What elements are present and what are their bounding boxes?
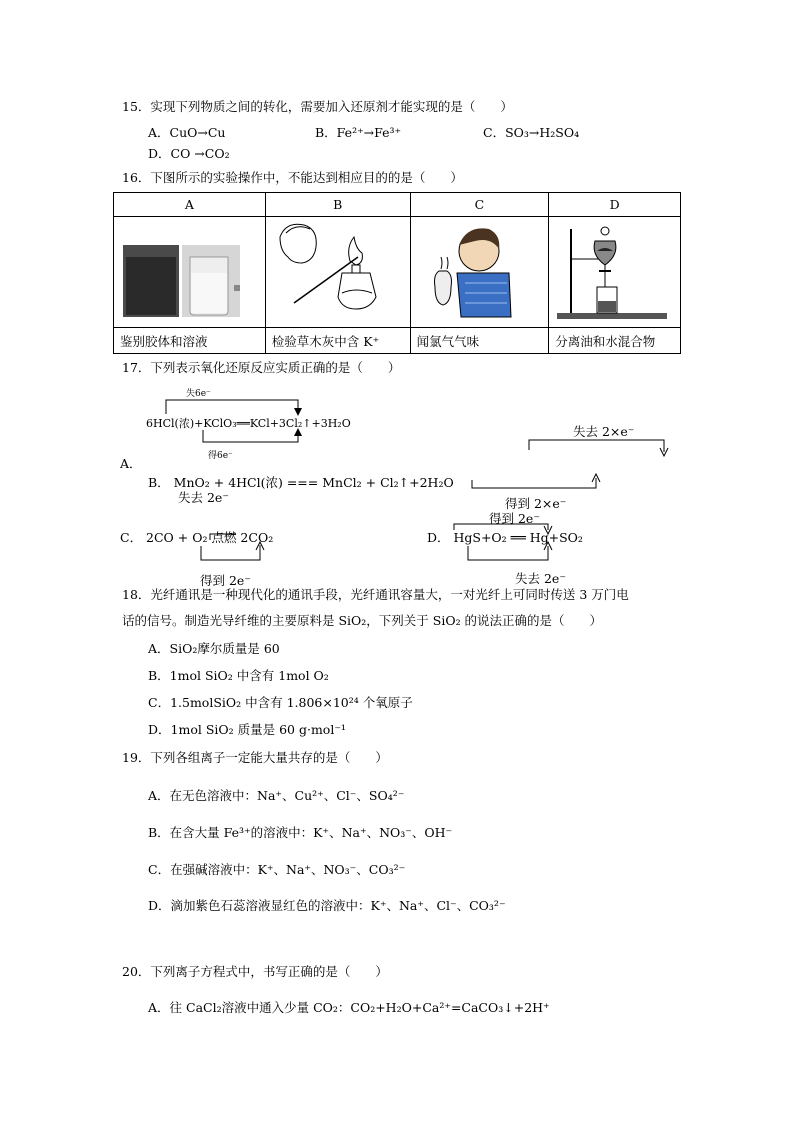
q17-a-label: A． (120, 456, 142, 471)
question-18-stem-line2: 话的信号。制造光导纤维的主要原料是 SiO₂，下列关于 SiO₂ 的说法正确的是（ ） (122, 613, 603, 628)
q17-a-gain-label: 得6e⁻ (208, 451, 233, 461)
q16-header-b: B (265, 193, 410, 217)
q15-option-c: C．SO₃→H₂SO₄ (483, 125, 580, 140)
q15-option-a: A．CuO→Cu (148, 125, 226, 140)
q17-b-lose-label: 失去 2×e⁻ (573, 424, 635, 439)
q17-c-lose-label: 失去 2e⁻ (178, 490, 229, 505)
q17-d-equation: D． HgS+O₂ ══ Hg+SO₂ (427, 530, 583, 545)
question-15-stem: 15．实现下列物质之间的转化，需要加入还原剂才能实现的是（ ） (122, 99, 513, 114)
q17-d-gain-label: 得到 2e⁻ (489, 511, 540, 526)
q18-option-c: C．1.5molSiO₂ 中含有 1.806×10²⁴ 个氧原子 (148, 695, 413, 710)
q17-c-gain-label: 得到 2e⁻ (200, 573, 251, 588)
q16-caption-c: 闻氯气气味 (410, 328, 549, 354)
q17-c-equation: C． 2CO + O₂ 点燃 2CO₂ (120, 530, 274, 545)
q16-caption-b: 检验草木灰中含 K⁺ (265, 328, 410, 354)
q15-option-b: B．Fe²⁺→Fe³⁺ (315, 125, 402, 140)
q19-option-c: C．在强碱溶液中：K⁺、Na⁺、NO₃⁻、CO₃²⁻ (148, 862, 406, 877)
q17-a-equation: 6HCl(浓)+KClO₃══KCl+3Cl₂↑+3H₂O (146, 417, 351, 430)
question-20-stem: 20．下列离子方程式中，书写正确的是（ ） (122, 964, 388, 979)
q20-option-a: A．往 CaCl₂溶液中通入少量 CO₂：CO₂+H₂O+Ca²⁺=CaCO₃↓+2H⁺ (148, 1000, 550, 1015)
q16-header-c: C (410, 193, 549, 217)
q16-header-d: D (549, 193, 681, 217)
q18-option-d: D．1mol SiO₂ 质量是 60 g·mol⁻¹ (148, 722, 346, 737)
q19-option-d: D．滴加紫色石蕊溶液显红色的溶液中：K⁺、Na⁺、Cl⁻、CO₃²⁻ (148, 898, 506, 913)
q16-caption-d: 分离油和水混合物 (549, 328, 681, 354)
q17-a-lose-label: 失6e⁻ (186, 389, 211, 399)
q17-d-lose-label: 失去 2e⁻ (515, 571, 566, 586)
question-19-stem: 19．下列各组离子一定能大量共存的是（ ） (122, 750, 388, 765)
q19-option-b: B．在含大量 Fe³⁺的溶液中：K⁺、Na⁺、NO₃⁻、OH⁻ (148, 825, 453, 840)
q17-b-equation: B． MnO₂ + 4HCl(浓) === MnCl₂ + Cl₂↑+2H₂O (148, 475, 454, 490)
question-18-stem-line1: 18．光纤通讯是一种现代化的通讯手段，光纤通讯容量大，一对光纤上可同时传送 3 万门电 (122, 587, 629, 602)
q19-option-a: A．在无色溶液中：Na⁺、Cu²⁺、Cl⁻、SO₄²⁻ (148, 788, 405, 803)
q16-header-a: A (114, 193, 266, 217)
question-17-stem: 17．下列表示氧化还原反应实质正确的是（ ） (122, 360, 401, 375)
q15-option-d: D．CO →CO₂ (148, 146, 230, 161)
q18-option-b: B．1mol SiO₂ 中含有 1mol O₂ (148, 668, 329, 683)
q16-caption-a: 鉴别胶体和溶液 (114, 328, 266, 354)
question-16-stem: 16．下图所示的实验操作中，不能达到相应目的的是（ ） (122, 170, 463, 185)
q18-option-a: A．SiO₂摩尔质量是 60 (148, 641, 280, 656)
q17-b-gain-label: 得到 2×e⁻ (505, 496, 567, 511)
